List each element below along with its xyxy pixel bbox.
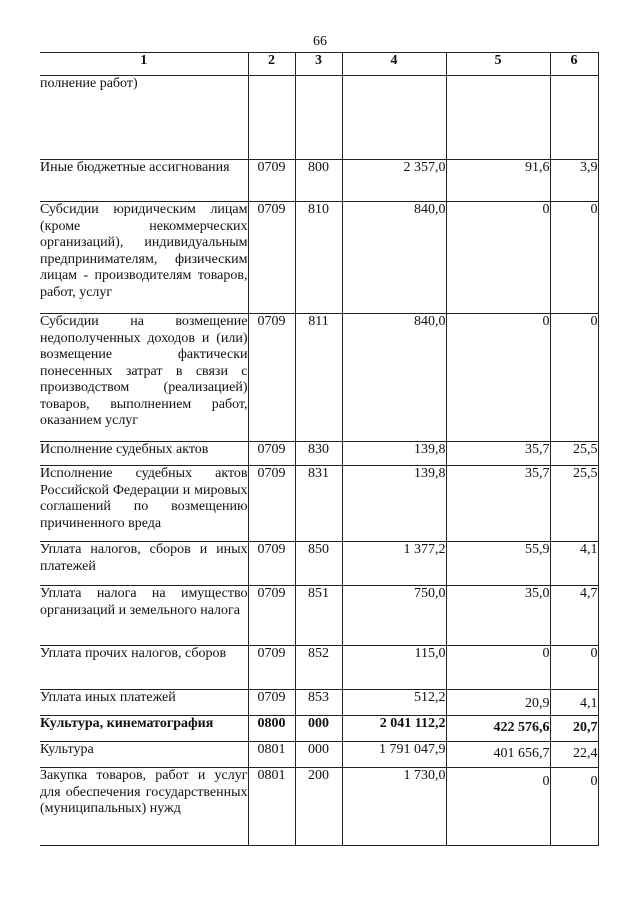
executed-amount: 35,7 (446, 466, 550, 542)
section-code: 0709 (248, 646, 295, 690)
header-col-1: 1 (40, 53, 248, 76)
executed-amount: 91,6 (446, 160, 550, 202)
table-row (40, 646, 598, 690)
table-row (40, 160, 598, 202)
expense-type-code: 810 (295, 202, 342, 314)
expense-type-code (295, 76, 342, 160)
executed-amount: 35,7 (446, 442, 550, 466)
planned-amount: 2 357,0 (342, 160, 446, 202)
planned-amount: 139,8 (342, 442, 446, 466)
executed-amount: 0 (446, 202, 550, 314)
table-row (40, 314, 598, 442)
row-description: Субсидии юридическим лицам (кроме некоммерческих организаций), индивидуальным предпринимателям, физическим лицам - производителям товаров, работ, услуг (40, 202, 248, 314)
row-description: Иные бюджетные ассигнования (40, 160, 248, 202)
planned-amount: 115,0 (342, 646, 446, 690)
planned-amount: 1 730,0 (342, 768, 446, 846)
execution-percent: 4,7 (550, 586, 598, 646)
header-col-2: 2 (248, 53, 295, 76)
expense-type-code: 831 (295, 466, 342, 542)
execution-percent: 3,9 (550, 160, 598, 202)
executed-amount: 20,9 (446, 690, 550, 716)
executed-amount: 0 (446, 768, 550, 846)
header-col-6: 6 (550, 53, 598, 76)
section-code: 0709 (248, 466, 295, 542)
expense-type-code: 000 (295, 716, 342, 742)
executed-amount: 0 (446, 646, 550, 690)
table-row (40, 768, 598, 846)
row-description: Культура, кинематография (40, 716, 248, 742)
executed-amount (446, 76, 550, 160)
planned-amount: 1 791 047,9 (342, 742, 446, 768)
table-row (40, 202, 598, 314)
section-code: 0801 (248, 742, 295, 768)
header-col-4: 4 (342, 53, 446, 76)
row-description: Уплата прочих налогов, сборов (40, 646, 248, 690)
table-row (40, 542, 598, 586)
expense-type-code: 800 (295, 160, 342, 202)
execution-percent: 25,5 (550, 442, 598, 466)
budget-table (40, 52, 599, 846)
execution-percent: 4,1 (550, 690, 598, 716)
planned-amount: 1 377,2 (342, 542, 446, 586)
row-description: Субсидии на возмещение недополученных доходов и (или) возмещение фактически понесенных затрат в связи с производством (реализацией) товаров, выполнением работ, оказанием услуг (40, 314, 248, 442)
row-description: Уплата налогов, сборов и иных платежей (40, 542, 248, 586)
header-row (40, 53, 598, 76)
execution-percent: 0 (550, 646, 598, 690)
execution-percent: 20,7 (550, 716, 598, 742)
expense-type-code: 853 (295, 690, 342, 716)
page-number: 66 (313, 34, 327, 49)
execution-percent: 0 (550, 314, 598, 442)
row-description: Культура (40, 742, 248, 768)
executed-amount: 401 656,7 (446, 742, 550, 768)
section-code (248, 76, 295, 160)
section-code: 0800 (248, 716, 295, 742)
table-row (40, 690, 598, 716)
expense-type-code: 852 (295, 646, 342, 690)
row-description: Исполнение судебных актов Российской Федерации и мировых соглашений по возмещению причиненного вреда (40, 466, 248, 542)
planned-amount: 512,2 (342, 690, 446, 716)
section-code: 0709 (248, 314, 295, 442)
expense-type-code: 851 (295, 586, 342, 646)
planned-amount: 750,0 (342, 586, 446, 646)
table-row (40, 76, 598, 160)
section-code: 0709 (248, 690, 295, 716)
planned-amount: 139,8 (342, 466, 446, 542)
execution-percent: 0 (550, 768, 598, 846)
section-code: 0709 (248, 542, 295, 586)
expense-type-code: 830 (295, 442, 342, 466)
expense-type-code: 850 (295, 542, 342, 586)
section-code: 0801 (248, 768, 295, 846)
executed-amount: 55,9 (446, 542, 550, 586)
planned-amount (342, 76, 446, 160)
execution-percent: 25,5 (550, 466, 598, 542)
planned-amount: 840,0 (342, 314, 446, 442)
section-code: 0709 (248, 586, 295, 646)
row-description: полнение работ) (40, 76, 248, 160)
row-description: Закупка товаров, работ и услуг для обеспечения государственных (муниципальных) нужд (40, 768, 248, 846)
header-col-3: 3 (295, 53, 342, 76)
expense-type-code: 000 (295, 742, 342, 768)
expense-type-code: 200 (295, 768, 342, 846)
planned-amount: 840,0 (342, 202, 446, 314)
section-code: 0709 (248, 442, 295, 466)
executed-amount: 0 (446, 314, 550, 442)
expense-type-code: 811 (295, 314, 342, 442)
table-row (40, 716, 598, 742)
table-row (40, 466, 598, 542)
section-code: 0709 (248, 202, 295, 314)
table-row (40, 586, 598, 646)
header-col-5: 5 (446, 53, 550, 76)
execution-percent: 0 (550, 202, 598, 314)
row-description: Уплата налога на имущество организаций и земельного налога (40, 586, 248, 646)
execution-percent: 4,1 (550, 542, 598, 586)
table-row (40, 742, 598, 768)
execution-percent: 22,4 (550, 742, 598, 768)
section-code: 0709 (248, 160, 295, 202)
execution-percent (550, 76, 598, 160)
planned-amount: 2 041 112,2 (342, 716, 446, 742)
row-description: Уплата иных платежей (40, 690, 248, 716)
row-description: Исполнение судебных актов (40, 442, 248, 466)
executed-amount: 35,0 (446, 586, 550, 646)
table-row (40, 442, 598, 466)
executed-amount: 422 576,6 (446, 716, 550, 742)
